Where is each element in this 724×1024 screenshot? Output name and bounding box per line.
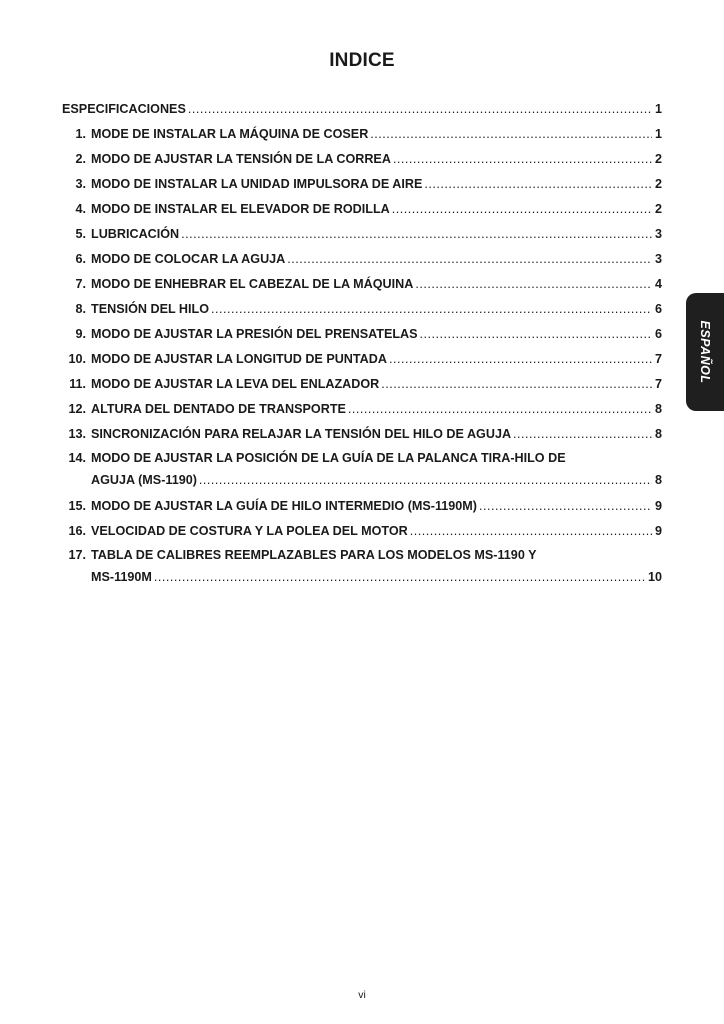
- toc-entry-number: 4.: [75, 202, 86, 216]
- dot-leader: [415, 272, 652, 297]
- toc-entry[interactable]: [62, 122, 662, 147]
- toc-entry-page: 9: [654, 524, 662, 538]
- language-tab-label: ESPAÑOL: [698, 320, 712, 384]
- toc-entry-page: 6: [654, 327, 662, 341]
- dot-leader: [424, 172, 652, 197]
- toc-entry-title: TABLA DE CALIBRES REEMPLAZABLES PARA LOS MODELOS MS-1190 Y: [91, 548, 537, 562]
- toc-entry[interactable]: [62, 347, 662, 372]
- toc-entry[interactable]: [62, 372, 662, 397]
- toc-entry-title: MODE DE INSTALAR LA MÁQUINA DE COSER: [91, 127, 369, 141]
- dot-leader: [479, 494, 652, 519]
- toc-entry-title: MODO DE AJUSTAR LA GUÍA DE HILO INTERMEDIO (MS-1190M): [91, 499, 477, 513]
- dot-leader: [381, 372, 652, 397]
- toc-entry-title-continued: AGUJA (MS-1190): [91, 473, 197, 487]
- toc-entry-number: 7.: [75, 277, 86, 291]
- toc-entry-number: 14.: [68, 451, 86, 465]
- toc-entry-title: MODO DE AJUSTAR LA LONGITUD DE PUNTADA: [91, 352, 387, 366]
- dot-leader: [420, 322, 652, 347]
- toc-entry-title: MODO DE INSTALAR EL ELEVADOR DE RODILLA: [91, 202, 390, 216]
- dot-leader: [188, 97, 652, 122]
- toc-entry-title: MODO DE ENHEBRAR EL CABEZAL DE LA MÁQUINA: [91, 277, 414, 291]
- toc-entry-title-continued: MS-1190M: [91, 570, 152, 584]
- toc-entry-number: 17.: [68, 548, 86, 562]
- dot-leader: [513, 422, 652, 447]
- toc-entry-number: 15.: [68, 499, 86, 513]
- toc-entry-title: MODO DE AJUSTAR LA POSICIÓN DE LA GUÍA DE LA PALANCA TIRA-HILO DE: [91, 451, 566, 465]
- toc-entry[interactable]: [62, 544, 662, 588]
- toc-entry[interactable]: [62, 222, 662, 247]
- toc-entry-page: 6: [654, 302, 662, 316]
- toc-entry-number: 13.: [68, 427, 86, 441]
- toc-entry-page: 4: [654, 277, 662, 291]
- dot-leader: [287, 247, 652, 272]
- dot-leader: [393, 147, 652, 172]
- table-of-contents: [62, 97, 662, 591]
- dot-leader: [348, 397, 652, 422]
- toc-entry[interactable]: [62, 519, 662, 544]
- toc-entry-title: ALTURA DEL DENTADO DE TRANSPORTE: [91, 402, 346, 416]
- page-title: INDICE: [329, 50, 395, 71]
- toc-entry-number: 1.: [75, 127, 86, 141]
- toc-entry-page: 9: [654, 499, 662, 513]
- toc-entry-number: 16.: [68, 524, 86, 538]
- toc-entry-page: 10: [647, 570, 662, 584]
- toc-entry[interactable]: [62, 272, 662, 297]
- toc-entry-number: 2.: [75, 152, 86, 166]
- dot-leader: [199, 469, 652, 491]
- toc-entry-number: 11.: [69, 377, 86, 391]
- toc-entry[interactable]: [62, 197, 662, 222]
- toc-entry-page: 1: [654, 127, 662, 141]
- toc-entry-page: 8: [654, 427, 662, 441]
- toc-entry[interactable]: [62, 494, 662, 519]
- dot-leader: [410, 519, 652, 544]
- toc-entry-title: LUBRICACIÓN: [91, 227, 180, 241]
- language-tab: [686, 293, 724, 411]
- dot-leader: [211, 297, 652, 322]
- toc-entry-page: 8: [654, 402, 662, 416]
- toc-entry[interactable]: [62, 147, 662, 172]
- toc-entry-number: 9.: [75, 327, 86, 341]
- toc-entry-title: MODO DE COLOCAR LA AGUJA: [91, 252, 286, 266]
- toc-entry-page: 2: [654, 152, 662, 166]
- toc-entry-title: MODO DE AJUSTAR LA TENSIÓN DE LA CORREA: [91, 152, 391, 166]
- toc-entry-number: 8.: [75, 302, 86, 316]
- toc-entry-page: 2: [654, 177, 662, 191]
- toc-entry-title: VELOCIDAD DE COSTURA Y LA POLEA DEL MOTOR: [91, 524, 408, 538]
- toc-entry[interactable]: [62, 422, 662, 447]
- toc-entry[interactable]: [62, 397, 662, 422]
- toc-entry-title: TENSIÓN DEL HILO: [91, 302, 210, 316]
- toc-entry-title: MODO DE INSTALAR LA UNIDAD IMPULSORA DE AIRE: [91, 177, 423, 191]
- toc-entry[interactable]: [62, 297, 662, 322]
- toc-entry-number: 3.: [75, 177, 86, 191]
- toc-entry[interactable]: [62, 322, 662, 347]
- dot-leader: [392, 197, 652, 222]
- toc-entry-number: 10.: [68, 352, 86, 366]
- toc-entry-page: 7: [654, 377, 662, 391]
- toc-entry-page: 3: [654, 227, 662, 241]
- toc-entry-number: 12.: [68, 402, 86, 416]
- toc-entry[interactable]: [62, 247, 662, 272]
- dot-leader: [370, 122, 652, 147]
- toc-entry-page: 7: [654, 352, 662, 366]
- toc-entry-number: 6.: [75, 252, 86, 266]
- dot-leader: [389, 347, 652, 372]
- toc-entry-page: 8: [654, 473, 662, 487]
- toc-entry-title: MODO DE AJUSTAR LA PRESIÓN DEL PRENSATELAS: [91, 327, 418, 341]
- toc-entry-title: SINCRONIZACIÓN PARA RELAJAR LA TENSIÓN DEL HILO DE AGUJA: [91, 427, 512, 441]
- toc-entry-page: 1: [654, 102, 662, 116]
- toc-entry-title: ESPECIFICACIONES: [62, 102, 186, 116]
- toc-entry-page: 3: [654, 252, 662, 266]
- toc-entry[interactable]: [62, 447, 662, 491]
- dot-leader: [181, 222, 652, 247]
- page-number: vi: [358, 989, 366, 1001]
- toc-entry-title: MODO DE AJUSTAR LA LEVA DEL ENLAZADOR: [91, 377, 380, 391]
- toc-entry-page: 2: [654, 202, 662, 216]
- toc-entry[interactable]: [62, 97, 662, 122]
- toc-entry-number: 5.: [75, 227, 86, 241]
- toc-entry[interactable]: [62, 172, 662, 197]
- dot-leader: [154, 566, 646, 588]
